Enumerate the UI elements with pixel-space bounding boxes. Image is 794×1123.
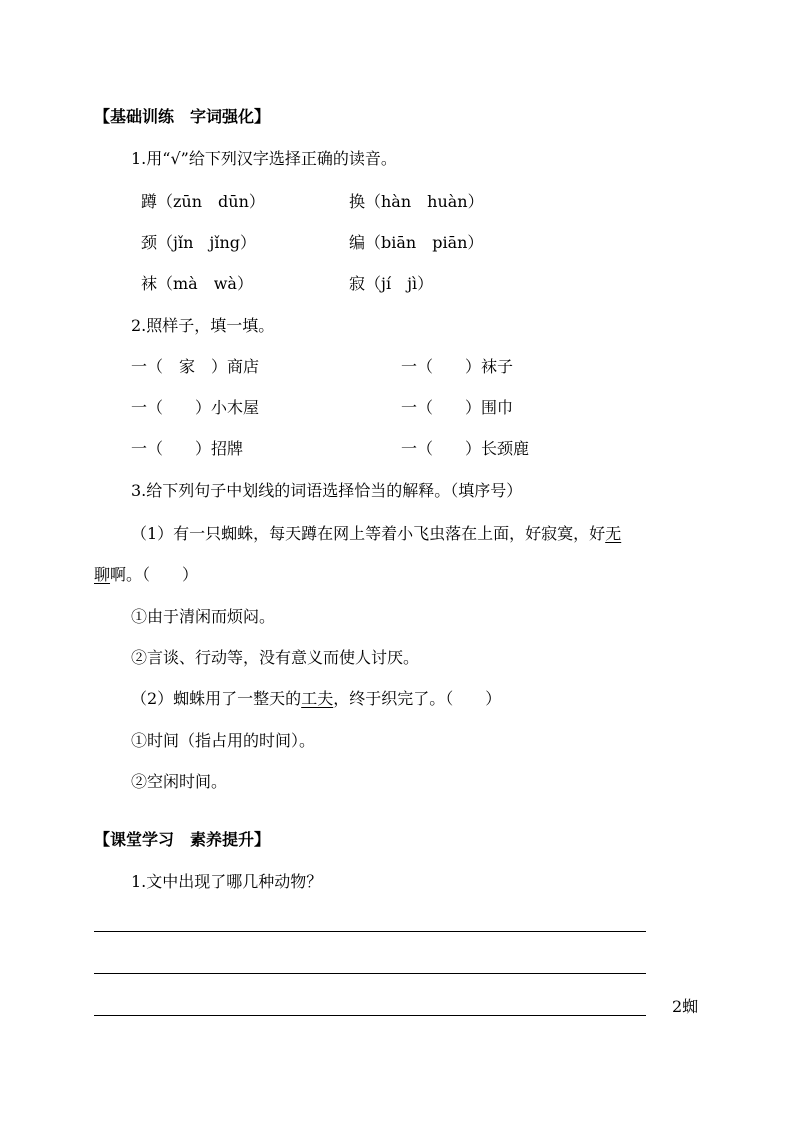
answer-line-1[interactable] [94,931,646,932]
section2-q1-prompt: 1.文中出现了哪几种动物？ [131,872,323,891]
q2-prompt: 2.照样子，填一填。 [131,316,275,335]
underlined-word-gongfu: 工夫 [301,689,334,708]
q3-s1-option-2: ②言谈、行动等，没有意义而使人讨厌。 [131,648,420,667]
q3-s1-option-1: ①由于清闲而烦闷。 [131,607,276,626]
fill-item-giraffe: 一（ ）长颈鹿 [401,439,530,458]
answer-line-3[interactable] [94,1015,646,1016]
q3-s2-option-1: ①时间（指占用的时间）。 [131,731,316,750]
page-label: 2蜘 [672,997,699,1016]
underlined-word-part-2: 聊 [94,565,111,584]
fill-item-signboard: 一（ ）招牌 [131,439,244,458]
fill-item-shop: 一（ 家 ）商店 [131,357,260,376]
fill-item-cabin: 一（ ）小木屋 [131,398,260,417]
q3-s2-option-2: ②空闲时间。 [131,772,228,791]
q3-prompt: 3.给下列句子中划线的词语选择恰当的解释。（填序号） [131,481,523,500]
pinyin-item-huan: 换（hàn huàn） [349,192,484,211]
pinyin-item-wa: 袜（mà wà） [141,274,253,293]
fill-item-socks: 一（ ）袜子 [401,357,514,376]
underlined-word-part-1: 无 [605,524,622,543]
pinyin-item-dun: 蹲（zūn dūn） [141,192,265,211]
section-title-basic-training: 【基础训练 字词强化】 [94,107,271,126]
section-title-classroom-learning: 【课堂学习 素养提升】 [94,830,271,849]
q3-sentence-2: （2）蜘蛛用了一整天的工夫，终于织完了。（ ） [131,689,502,708]
pinyin-item-ji: 寂（jí jì） [349,274,434,293]
pinyin-item-jing: 颈（jǐn jǐng） [141,233,257,252]
q3-sentence-1-line-1: （1）有一只蜘蛛，每天蹲在网上等着小飞虫落在上面，好寂寞，好无 [131,524,622,543]
q3-sentence-1-line-2: 聊啊。（ ） [94,565,199,584]
q1-prompt: 1.用“√”给下列汉字选择正确的读音。 [131,149,397,168]
answer-line-2[interactable] [94,973,646,974]
fill-item-scarf: 一（ ）围巾 [401,398,514,417]
pinyin-item-bian: 编（biān piān） [349,233,484,252]
